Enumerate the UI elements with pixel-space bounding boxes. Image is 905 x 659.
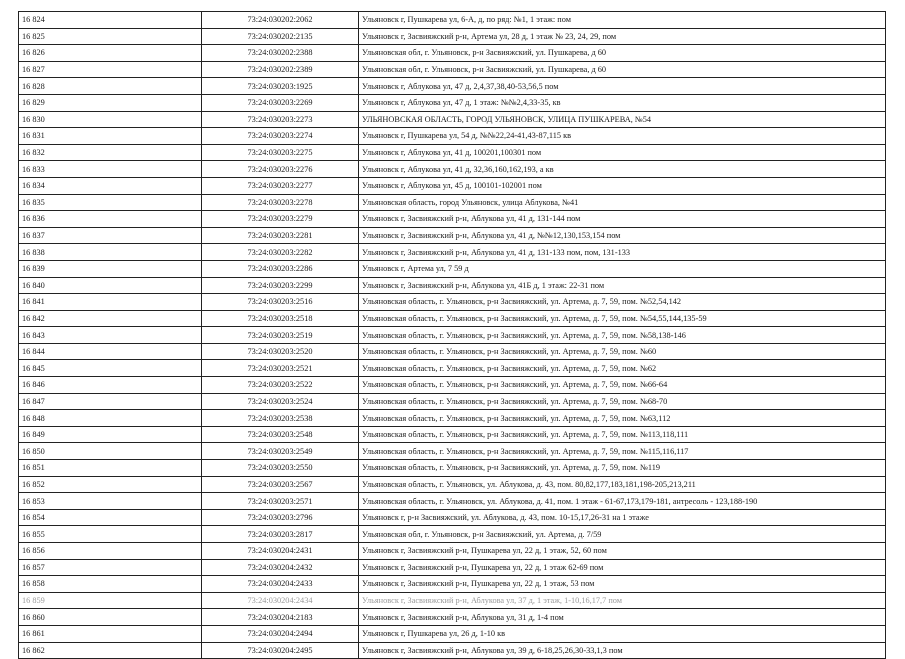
table-row	[19, 94, 886, 111]
row-number-cell: 16 856	[19, 543, 202, 560]
address-cell: Ульяновск г, Аблукова ул, 47 д, 1 этаж: №№2,4,33-35, кв	[359, 94, 886, 111]
address-cell: Ульяновск г, Засвияжский р-н, Аблукова ул, 41 д, 131-144 пом	[359, 211, 886, 228]
row-number-cell: 16 861	[19, 625, 202, 642]
table-row	[19, 410, 886, 427]
address-cell: Ульяновск г, Артема ул, 7 59 д	[359, 260, 886, 277]
cadastral-number-cell: 73:24:030204:2494	[202, 625, 359, 642]
table-row	[19, 526, 886, 543]
table-row	[19, 78, 886, 95]
row-number-cell: 16 845	[19, 360, 202, 377]
table-row	[19, 128, 886, 145]
cadastral-number-cell: 73:24:030203:2273	[202, 111, 359, 128]
address-cell: Ульяновск г, Засвияжский р-н, Артема ул, 28 д, 1 этаж № 23, 24, 29, пом	[359, 28, 886, 45]
cadastral-number-cell: 73:24:030203:2282	[202, 244, 359, 261]
cadastral-number-cell: 73:24:030203:2274	[202, 128, 359, 145]
address-cell: Ульяновская область, город Ульяновск, улица Аблукова, №41	[359, 194, 886, 211]
table-row	[19, 211, 886, 228]
row-number-cell: 16 847	[19, 393, 202, 410]
address-cell: Ульяновск г, Аблукова ул, 41 д, 32,36,160,162,193, а кв	[359, 161, 886, 178]
table-row	[19, 310, 886, 327]
row-number-cell: 16 852	[19, 476, 202, 493]
row-number-cell: 16 855	[19, 526, 202, 543]
table-row	[19, 144, 886, 161]
table-row	[19, 277, 886, 294]
cadastral-number-cell: 73:24:030203:2516	[202, 294, 359, 311]
table-row	[19, 61, 886, 78]
row-number-cell: 16 859	[19, 592, 202, 609]
table-row	[19, 377, 886, 394]
address-cell: Ульяновская область, г. Ульяновск, р-н Засвияжский, ул. Артема, д. 7, 59, пом. №115,116,117	[359, 443, 886, 460]
table-row	[19, 460, 886, 477]
address-cell: Ульяновская область, г. Ульяновск, ул. Аблукова, д. 41, пом. 1 этаж - 61-67,173,179-181, антресоль - 123,188-190	[359, 493, 886, 510]
address-cell: Ульяновская область, г. Ульяновск, р-н Засвияжский, ул. Артема, д. 7, 59, пом. №66-64	[359, 377, 886, 394]
row-number-cell: 16 837	[19, 227, 202, 244]
cadastral-number-cell: 73:24:030203:2275	[202, 144, 359, 161]
row-number-cell: 16 839	[19, 260, 202, 277]
row-number-cell: 16 825	[19, 28, 202, 45]
address-cell: Ульяновская область, г. Ульяновск, р-н Засвияжский, ул. Артема, д. 7, 59, пом. №62	[359, 360, 886, 377]
row-number-cell: 16 848	[19, 410, 202, 427]
table-row	[19, 426, 886, 443]
registry-rows	[19, 12, 886, 659]
cadastral-number-cell: 73:24:030203:2276	[202, 161, 359, 178]
cadastral-number-cell: 73:24:030203:2286	[202, 260, 359, 277]
address-cell: Ульяновская обл, г. Ульяновск, р-н Засвияжский, ул. Пушкарева, д 60	[359, 61, 886, 78]
table-row	[19, 12, 886, 29]
address-cell: Ульяновск г, Аблукова ул, 45 д, 100101-102001 пом	[359, 177, 886, 194]
row-number-cell: 16 857	[19, 559, 202, 576]
row-number-cell: 16 850	[19, 443, 202, 460]
cadastral-number-cell: 73:24:030203:2281	[202, 227, 359, 244]
address-cell: Ульяновская обл, г. Ульяновск, р-н Засвияжский, ул. Артема, д. 7/59	[359, 526, 886, 543]
row-number-cell: 16 849	[19, 426, 202, 443]
address-cell: Ульяновск г, Пушкарева ул, 54 д, №№22,24-41,43-87,115 кв	[359, 128, 886, 145]
address-cell: Ульяновская область, г. Ульяновск, ул. Аблукова, д. 43, пом. 80,82,177,183,181,198-205,213,211	[359, 476, 886, 493]
table-row	[19, 443, 886, 460]
cadastral-number-cell: 73:24:030204:2434	[202, 592, 359, 609]
address-cell: Ульяновск г, Засвияжский р-н, Аблукова ул, 37 д, 1 этаж, 1-10,16,17,7 пом	[359, 592, 886, 609]
row-number-cell: 16 824	[19, 12, 202, 29]
address-cell: Ульяновская область, г. Ульяновск, р-н Засвияжский, ул. Артема, д. 7, 59, пом. №119	[359, 460, 886, 477]
cadastral-number-cell: 73:24:030203:2571	[202, 493, 359, 510]
table-row	[19, 559, 886, 576]
table-row	[19, 327, 886, 344]
row-number-cell: 16 862	[19, 642, 202, 659]
row-number-cell: 16 828	[19, 78, 202, 95]
address-cell: Ульяновск г, Засвияжский р-н, Аблукова ул, 41 д, 131-133 пом, пом, 131-133	[359, 244, 886, 261]
address-cell: Ульяновская область, г. Ульяновск, р-н Засвияжский, ул. Артема, д. 7, 59, пом. №54,55,144,135-59	[359, 310, 886, 327]
cadastral-number-cell: 73:24:030203:2567	[202, 476, 359, 493]
address-cell: Ульяновск г, р-н Засвияжский, ул. Аблукова, д. 43, пом. 10-15,17,26-31 на 1 этаже	[359, 509, 886, 526]
row-number-cell: 16 833	[19, 161, 202, 178]
address-cell: Ульяновская область, г. Ульяновск, р-н Засвияжский, ул. Артема, д. 7, 59, пом. №68-70	[359, 393, 886, 410]
row-number-cell: 16 835	[19, 194, 202, 211]
table-row	[19, 543, 886, 560]
address-cell: Ульяновск г, Засвияжский р-н, Аблукова ул, 41 д, №№12,130,153,154 пом	[359, 227, 886, 244]
address-cell: Ульяновск г, Засвияжский р-н, Пушкарева ул, 22 д, 1 этаж, 53 пом	[359, 576, 886, 593]
row-number-cell: 16 830	[19, 111, 202, 128]
row-number-cell: 16 854	[19, 509, 202, 526]
table-row	[19, 194, 886, 211]
cadastral-number-cell: 73:24:030204:2433	[202, 576, 359, 593]
row-number-cell: 16 836	[19, 211, 202, 228]
address-cell: Ульяновск г, Засвияжский р-н, Пушкарева ул, 22 д, 1 этаж, 52, 60 пом	[359, 543, 886, 560]
address-cell: Ульяновск г, Засвияжский р-н, Аблукова ул, 39 д, 6-18,25,26,30-33,1,3 пом	[359, 642, 886, 659]
address-cell: Ульяновск г, Засвияжский р-н, Аблукова ул, 41Б д, 1 этаж: 22-31 пом	[359, 277, 886, 294]
address-cell: Ульяновская обл, г. Ульяновск, р-н Засвияжский, ул. Пушкарева, д 60	[359, 45, 886, 62]
table-row	[19, 260, 886, 277]
cadastral-number-cell: 73:24:030203:2522	[202, 377, 359, 394]
cadastral-number-cell: 73:24:030203:2279	[202, 211, 359, 228]
table-row	[19, 642, 886, 659]
address-cell: Ульяновск г, Пушкарева ул, 6-А, д, по ряд: №1, 1 этаж: пом	[359, 12, 886, 29]
registry-table	[18, 11, 886, 659]
row-number-cell: 16 834	[19, 177, 202, 194]
cadastral-number-cell: 73:24:030203:2796	[202, 509, 359, 526]
table-row	[19, 177, 886, 194]
row-number-cell: 16 846	[19, 377, 202, 394]
cadastral-number-cell: 73:24:030203:2550	[202, 460, 359, 477]
row-number-cell: 16 844	[19, 343, 202, 360]
cadastral-number-cell: 73:24:030203:2518	[202, 310, 359, 327]
cadastral-number-cell: 73:24:030204:2431	[202, 543, 359, 560]
row-number-cell: 16 858	[19, 576, 202, 593]
table-row	[19, 343, 886, 360]
row-number-cell: 16 860	[19, 609, 202, 626]
table-row	[19, 576, 886, 593]
cadastral-number-cell: 73:24:030203:1925	[202, 78, 359, 95]
table-row	[19, 476, 886, 493]
address-cell: Ульяновская область, г. Ульяновск, р-н Засвияжский, ул. Артема, д. 7, 59, пом. №113,118,111	[359, 426, 886, 443]
cadastral-number-cell: 73:24:030203:2519	[202, 327, 359, 344]
address-cell: Ульяновск г, Засвияжский р-н, Аблукова ул, 31 д, 1-4 пом	[359, 609, 886, 626]
cadastral-number-cell: 73:24:030202:2389	[202, 61, 359, 78]
table-row	[19, 509, 886, 526]
address-cell: Ульяновская область, г. Ульяновск, р-н Засвияжский, ул. Артема, д. 7, 59, пом. №60	[359, 343, 886, 360]
table-row	[19, 111, 886, 128]
cadastral-number-cell: 73:24:030203:2817	[202, 526, 359, 543]
cadastral-number-cell: 73:24:030203:2269	[202, 94, 359, 111]
address-cell: Ульяновск г, Засвияжский р-н, Пушкарева ул, 22 д, 1 этаж 62-69 пом	[359, 559, 886, 576]
cadastral-number-cell: 73:24:030202:2135	[202, 28, 359, 45]
table-row	[19, 609, 886, 626]
cadastral-number-cell: 73:24:030204:2183	[202, 609, 359, 626]
row-number-cell: 16 853	[19, 493, 202, 510]
cadastral-number-cell: 73:24:030202:2388	[202, 45, 359, 62]
cadastral-number-cell: 73:24:030203:2548	[202, 426, 359, 443]
row-number-cell: 16 826	[19, 45, 202, 62]
row-number-cell: 16 832	[19, 144, 202, 161]
address-cell: Ульяновск г, Аблукова ул, 47 д, 2,4,37,38,40-53,56,5 пом	[359, 78, 886, 95]
address-cell: Ульяновская область, г. Ульяновск, р-н Засвияжский, ул. Артема, д. 7, 59, пом. №58,138-146	[359, 327, 886, 344]
cadastral-number-cell: 73:24:030202:2062	[202, 12, 359, 29]
row-number-cell: 16 851	[19, 460, 202, 477]
cadastral-number-cell: 73:24:030203:2520	[202, 343, 359, 360]
row-number-cell: 16 841	[19, 294, 202, 311]
cadastral-number-cell: 73:24:030203:2549	[202, 443, 359, 460]
address-cell: УЛЬЯНОВСКАЯ ОБЛАСТЬ, ГОРОД УЛЬЯНОВСК, УЛИЦА ПУШКАРЕВА, №54	[359, 111, 886, 128]
cadastral-number-cell: 73:24:030203:2299	[202, 277, 359, 294]
address-cell: Ульяновск г, Аблукова ул, 41 д, 100201,100301 пом	[359, 144, 886, 161]
row-number-cell: 16 829	[19, 94, 202, 111]
cadastral-number-cell: 73:24:030203:2278	[202, 194, 359, 211]
address-cell: Ульяновск г, Пушкарева ул, 26 д, 1-10 кв	[359, 625, 886, 642]
cadastral-number-cell: 73:24:030204:2432	[202, 559, 359, 576]
row-number-cell: 16 842	[19, 310, 202, 327]
cadastral-number-cell: 73:24:030203:2521	[202, 360, 359, 377]
table-row	[19, 161, 886, 178]
address-cell: Ульяновская область, г. Ульяновск, р-н Засвияжский, ул. Артема, д. 7, 59, пом. №52,54,142	[359, 294, 886, 311]
table-row	[19, 294, 886, 311]
table-row	[19, 592, 886, 609]
table-row	[19, 360, 886, 377]
table-row	[19, 493, 886, 510]
row-number-cell: 16 831	[19, 128, 202, 145]
cadastral-number-cell: 73:24:030203:2277	[202, 177, 359, 194]
table-row	[19, 28, 886, 45]
cadastral-number-cell: 73:24:030204:2495	[202, 642, 359, 659]
row-number-cell: 16 840	[19, 277, 202, 294]
row-number-cell: 16 838	[19, 244, 202, 261]
address-cell: Ульяновская область, г. Ульяновск, р-н Засвияжский, ул. Артема, д. 7, 59, пом. №63,112	[359, 410, 886, 427]
row-number-cell: 16 843	[19, 327, 202, 344]
row-number-cell: 16 827	[19, 61, 202, 78]
table-row	[19, 45, 886, 62]
cadastral-number-cell: 73:24:030203:2538	[202, 410, 359, 427]
cadastral-number-cell: 73:24:030203:2524	[202, 393, 359, 410]
table-row	[19, 393, 886, 410]
table-row	[19, 244, 886, 261]
table-row	[19, 227, 886, 244]
